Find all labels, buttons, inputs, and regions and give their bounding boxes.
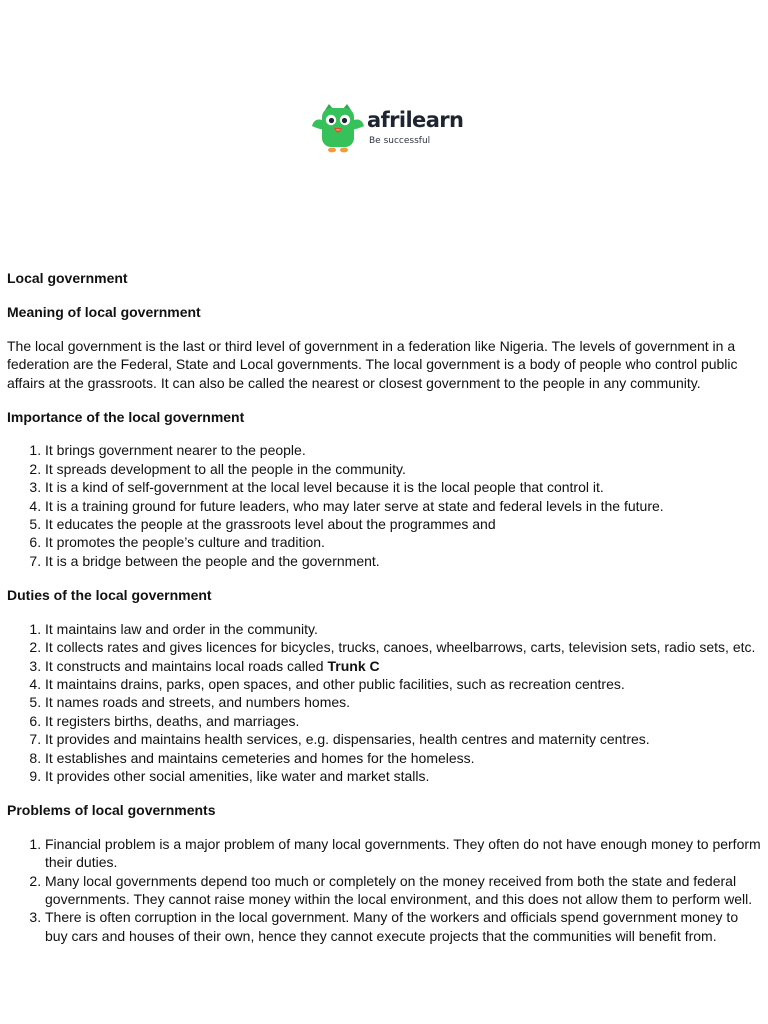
list-item: 1. It brings government nearer to the people. [45, 441, 761, 459]
owl-mascot-icon [312, 104, 364, 154]
list-item: 8. It establishes and maintains cemeteries and homes for the homeless. [45, 749, 761, 767]
document-title: Local government [7, 270, 128, 286]
list-item: 7. It provides and maintains health services, e.g. dispensaries, health centres and maternity centres. [45, 730, 761, 748]
list-item: 6. It promotes the people’s culture and tradition. [45, 533, 761, 551]
list-item: 1. Financial problem is a major problem of many local governments. They often do not have enough money to perform their duties. [45, 835, 761, 872]
list-item: 3. There is often corruption in the local government. Many of the workers and officials spend government money to buy cars and houses of their own, hence they cannot execute projects that the communities will benefit from. [45, 908, 761, 945]
list-item: 3. It is a kind of self-government at the local level because it is the local people that control it. [45, 478, 761, 496]
problems-list [7, 835, 761, 945]
meaning-paragraph: The local government is the last or third level of government in a federation like Nigeria. The levels of government in a federation are the Federal, State and Local governments. The local government is a body of people who control public affairs at the grassroots. It can also be called the nearest or closest government to the people in any community. [7, 337, 738, 391]
list-item: 5. It names roads and streets, and numbers homes. [45, 693, 761, 711]
list-item: 5. It educates the people at the grassroots level about the programmes and [45, 515, 761, 533]
importance-heading: Importance of the local government [7, 408, 245, 425]
list-item: 7. It is a bridge between the people and the government. [45, 552, 761, 570]
logo-wordmark: afrilearn [367, 108, 464, 132]
list-item: 2. It spreads development to all the people in the community. [45, 460, 761, 478]
list-item: 9. It provides other social amenities, like water and market stalls. [45, 767, 761, 785]
logo-tagline: Be successful [369, 136, 431, 146]
afrilearn-logo [312, 104, 462, 154]
list-item: 1. It maintains law and order in the community. [45, 620, 761, 638]
importance-list [7, 441, 761, 570]
list-item: 2. It collects rates and gives licences for bicycles, trucks, canoes, wheelbarrows, carts, television sets, radio sets, etc. [45, 638, 761, 656]
problems-heading: Problems of local governments [7, 801, 216, 818]
meaning-heading: Meaning of local government [7, 303, 201, 320]
list-item: 4. It maintains drains, parks, open spaces, and other public facilities, such as recreation centres. [45, 675, 761, 693]
document-body [7, 269, 761, 961]
list-item: 4. It is a training ground for future leaders, who may later serve at state and federal levels in the future. [45, 497, 761, 515]
trunk-c-bold-text: Trunk C [327, 657, 380, 674]
duties-heading: Duties of the local government [7, 586, 212, 603]
list-item: 6. It registers births, deaths, and marriages. [45, 712, 761, 730]
list-item [45, 657, 761, 675]
list-item-text: It constructs and maintains local roads called [45, 657, 328, 674]
duties-list [7, 620, 761, 786]
list-item: 2. Many local governments depend too much or completely on the money received from both the state and federal governments. They cannot raise money within the local environment, and this does not allow them to perform well. [45, 872, 761, 909]
